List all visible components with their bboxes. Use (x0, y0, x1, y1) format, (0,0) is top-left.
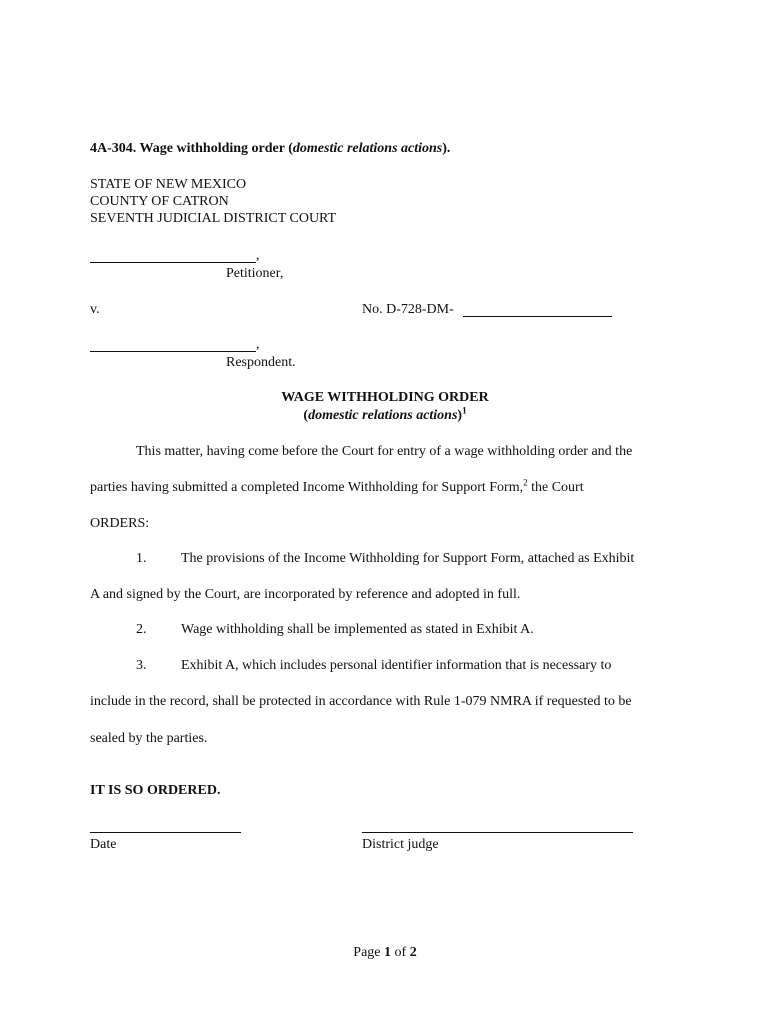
court-district: SEVENTH JUDICIAL DISTRICT COURT (90, 211, 337, 226)
item3-line1: Exhibit A, which includes personal identifier information that is necessary to (181, 658, 612, 673)
petitioner-comma: , (256, 248, 260, 263)
body-p1-line1: This matter, having come before the Court for entry of a wage withholding order and the (136, 444, 633, 459)
page-number (0, 945, 770, 961)
page-of: of (391, 945, 410, 960)
item3-number: 3. (136, 658, 147, 673)
footnote-1-marker[interactable]: 1 (462, 405, 467, 416)
respondent-comma: , (256, 337, 260, 352)
page-prefix: Page (353, 945, 385, 960)
subtitle-close: ) (457, 408, 463, 423)
item2-number: 2. (136, 622, 147, 637)
respondent-name-line[interactable] (90, 351, 256, 352)
date-signature-line[interactable] (90, 832, 241, 833)
court-county: COUNTY OF CATRON (90, 194, 229, 209)
rule-number: 4A-304. (90, 141, 137, 156)
body-p1-line2 (90, 477, 584, 496)
item2-line1: Wage withholding shall be implemented as stated in Exhibit A. (181, 622, 534, 637)
rule-title-end: ). (442, 141, 451, 156)
judge-label: District judge (362, 837, 439, 852)
petitioner-label: Petitioner, (226, 266, 284, 281)
item1-line1: The provisions of the Income Withholding for Support Form, attached as Exhibit (181, 551, 635, 566)
item1-line2: A and signed by the Court, are incorporated by reference and adopted in full. (90, 587, 521, 602)
document-title: WAGE WITHHOLDING ORDER (281, 390, 489, 405)
rule-title-italic: domestic relations actions (292, 141, 443, 156)
item3-line2: include in the record, shall be protected in accordance with Rule 1-079 NMRA if requested to be (90, 694, 632, 709)
versus-label: v. (90, 302, 100, 317)
petitioner-name-line[interactable] (90, 262, 256, 263)
subtitle-italic: domestic relations actions (308, 408, 458, 423)
document-subtitle (0, 405, 770, 424)
respondent-label: Respondent. (226, 355, 296, 370)
so-ordered: IT IS SO ORDERED. (90, 783, 221, 798)
orders-label: ORDERS: (90, 516, 150, 531)
court-state: STATE OF NEW MEXICO (90, 177, 247, 192)
rule-title: Wage withholding order ( (139, 141, 293, 156)
page-total: 2 (409, 945, 417, 960)
item1-number: 1. (136, 551, 147, 566)
subtitle-open: ( (303, 408, 309, 423)
case-number-line[interactable] (463, 316, 612, 317)
body-p1-line2b: the Court (527, 480, 584, 495)
case-number-label: No. D-728-DM- (362, 302, 454, 317)
item3-line3: sealed by the parties. (90, 731, 208, 746)
body-p1-line2a: parties having submitted a completed Income Withholding for Support Form, (90, 480, 524, 495)
footnote-2-marker[interactable]: 2 (523, 477, 528, 488)
date-label: Date (90, 837, 117, 852)
judge-signature-line[interactable] (362, 832, 633, 833)
page-current: 1 (384, 945, 392, 960)
rule-heading (90, 141, 450, 157)
